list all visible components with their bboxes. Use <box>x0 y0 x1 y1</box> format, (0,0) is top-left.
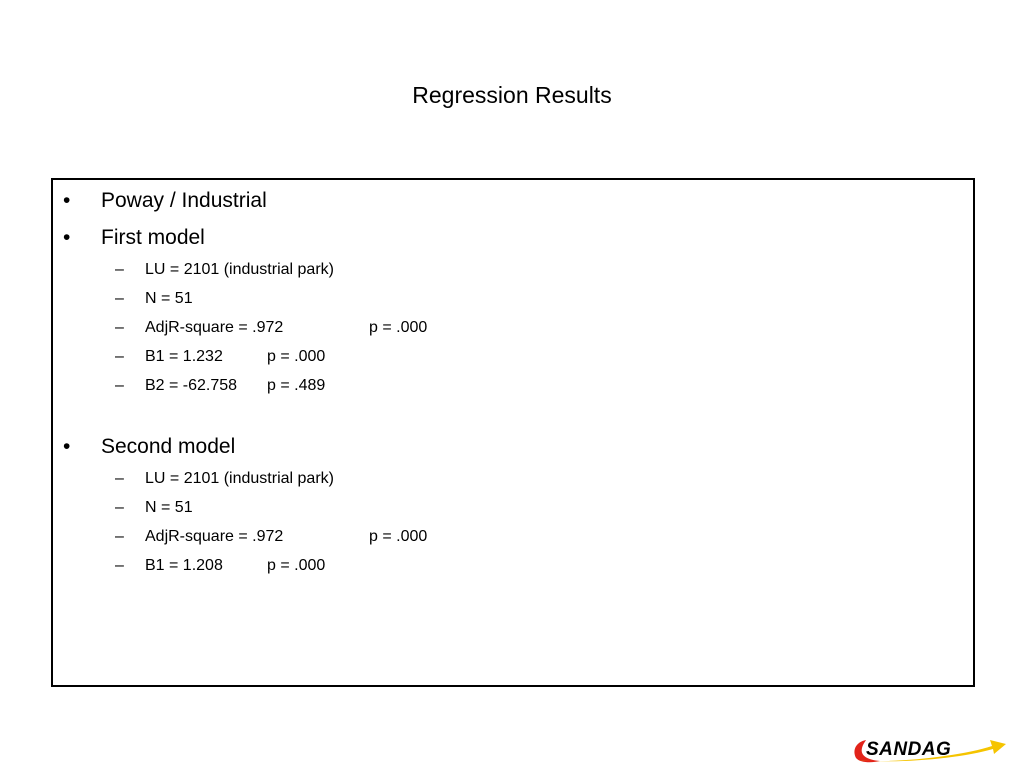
p-value: p = .489 <box>267 377 326 394</box>
dash-icon: – <box>115 290 124 307</box>
sub-item-text: AdjR-square = .972 <box>145 528 284 545</box>
logo-wordmark: SANDAG <box>866 739 952 760</box>
p-value: p = .000 <box>369 319 428 336</box>
bullet-text: Poway / Industrial <box>101 189 267 212</box>
sandag-logo <box>852 734 1008 766</box>
p-value: p = .000 <box>267 557 326 574</box>
dash-icon: – <box>115 470 124 487</box>
p-value: p = .000 <box>369 528 428 545</box>
bullet-text: Second model <box>101 435 236 458</box>
page-title: Regression Results <box>412 82 612 108</box>
content-box <box>51 178 975 687</box>
dash-icon: – <box>115 377 124 394</box>
bullet-icon: • <box>63 189 71 212</box>
dash-icon: – <box>115 348 124 365</box>
dash-icon: – <box>115 499 124 516</box>
sub-item-text: B2 = -62.758 <box>145 377 238 394</box>
sub-item-text: B1 = 1.208 <box>145 557 223 574</box>
sub-item-text: LU = 2101 (industrial park) <box>145 261 334 278</box>
dash-icon: – <box>115 261 124 278</box>
dash-icon: – <box>115 557 124 574</box>
bullet-icon: • <box>63 435 71 458</box>
sub-item-text: B1 = 1.232 <box>145 348 223 365</box>
dash-icon: – <box>115 528 124 545</box>
sub-item-text: AdjR-square = .972 <box>145 319 284 336</box>
dash-icon: – <box>115 319 124 336</box>
p-value: p = .000 <box>267 348 326 365</box>
bullet-icon: • <box>63 226 71 249</box>
sub-item-text: N = 51 <box>145 290 193 307</box>
bullet-text: First model <box>101 226 205 249</box>
sub-item-text: N = 51 <box>145 499 193 516</box>
sub-item-text: LU = 2101 (industrial park) <box>145 470 334 487</box>
